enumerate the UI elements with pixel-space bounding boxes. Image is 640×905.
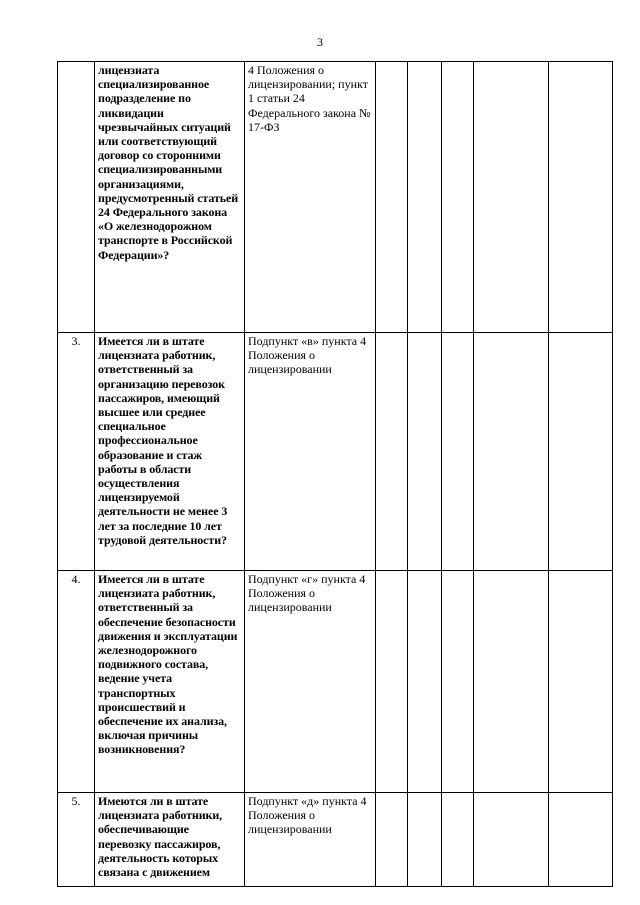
row-number: 4. <box>58 571 95 793</box>
table-row <box>58 571 613 793</box>
answer-cell-yes <box>376 793 408 887</box>
table-row <box>58 333 613 571</box>
row-number: 5. <box>58 793 95 887</box>
answer-cell-na <box>442 62 474 333</box>
question-text: Имеются ли в штате лицензиата работники, обеспечивающие перевозку пассажиров, деятельность которых связана с движением <box>95 793 245 887</box>
question-text: лицензиата специализированное подразделение по ликвидации чрезвычайных ситуаций или соответствующий договор со сторонними специализированными организациями, предусмотренный статьей 24 Федерального закона «О железнодорожном транспорте в Российской Федерации»? <box>95 62 245 333</box>
answer-cell-na <box>442 793 474 887</box>
notes-cell <box>474 333 549 571</box>
page-number: 3 <box>317 35 323 49</box>
answer-cell-yes <box>376 62 408 333</box>
answer-cell-yes <box>376 333 408 571</box>
notes-cell <box>474 793 549 887</box>
question-text: Имеется ли в штате лицензиата работник, ответственный за обеспечение безопасности движения и эксплуатации железнодорожного подвижного состава, ведение учета транспортных происшествий и обеспечение их анализа, включая причины возникновения? <box>95 571 245 793</box>
legal-basis: Подпункт «в» пункта 4 Положения о лицензировании <box>245 333 376 571</box>
legal-basis: Подпункт «д» пункта 4 Положения о лицензировании <box>245 793 376 887</box>
extra-cell <box>549 62 613 333</box>
extra-cell <box>549 571 613 793</box>
row-number: 3. <box>58 333 95 571</box>
legal-basis: 4 Положения о лицензировании; пункт 1 статьи 24 Федерального закона № 17-ФЗ <box>245 62 376 333</box>
table-row <box>58 62 613 333</box>
question-text: Имеется ли в штате лицензиата работник, ответственный за организацию перевозок пассажиров, имеющий высшее или среднее специальное профессиональное образование и стаж работы в области осуществления лицензируемой деятельности не менее 3 лет за последние 10 лет трудовой деятельности? <box>95 333 245 571</box>
answer-cell-no <box>408 62 442 333</box>
answer-cell-na <box>442 571 474 793</box>
answer-cell-no <box>408 333 442 571</box>
legal-basis: Подпункт «г» пункта 4 Положения о лицензировании <box>245 571 376 793</box>
answer-cell-na <box>442 333 474 571</box>
notes-cell <box>474 62 549 333</box>
row-number <box>58 62 95 333</box>
answer-cell-no <box>408 793 442 887</box>
notes-cell <box>474 571 549 793</box>
answer-cell-no <box>408 571 442 793</box>
extra-cell <box>549 333 613 571</box>
checklist-table <box>57 61 613 887</box>
answer-cell-yes <box>376 571 408 793</box>
extra-cell <box>549 793 613 887</box>
table-row <box>58 793 613 887</box>
